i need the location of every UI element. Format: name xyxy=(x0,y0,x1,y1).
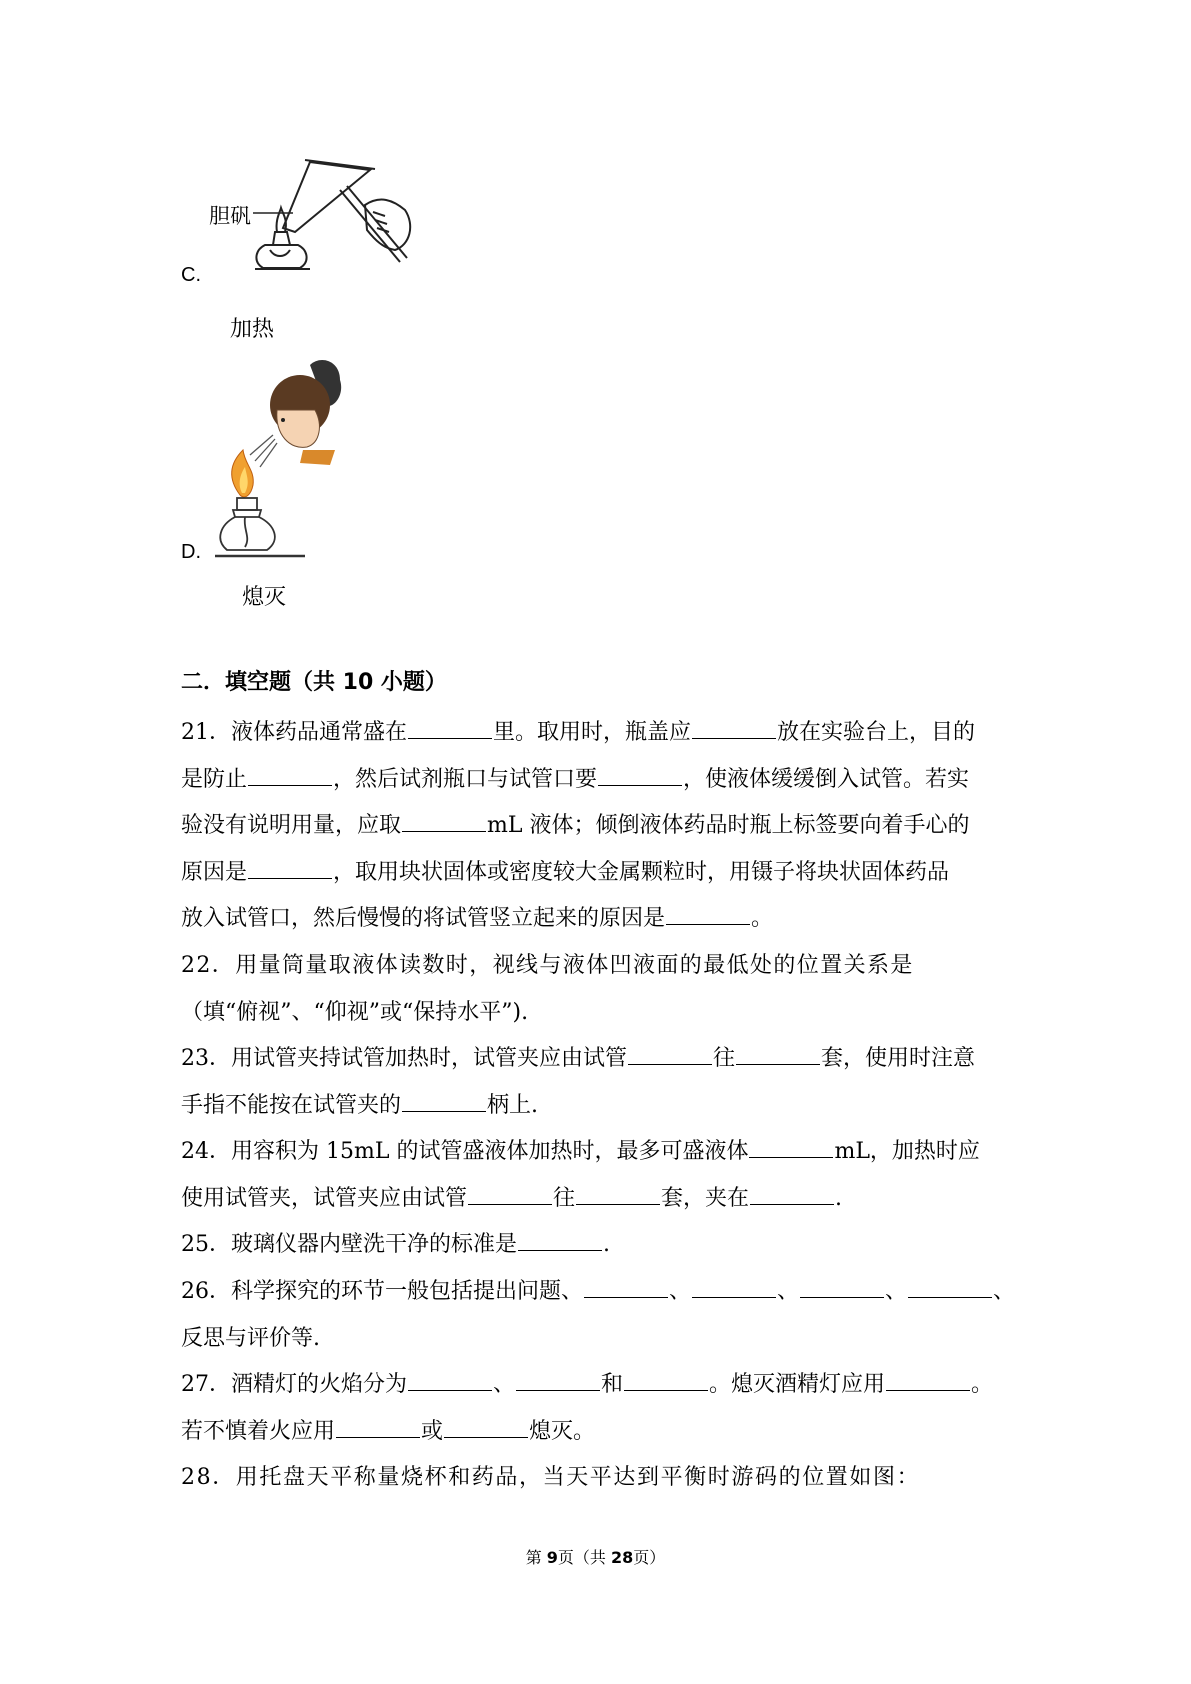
question-23 xyxy=(181,1036,1021,1129)
q23-line-2 xyxy=(181,1083,1021,1130)
answer-blank[interactable] xyxy=(468,1182,552,1205)
footer-mid: 页（共 xyxy=(557,1548,612,1567)
q26-line-2: 反思与评价等. xyxy=(181,1325,320,1351)
q21-line-1 xyxy=(181,710,1021,757)
option-c-figure xyxy=(209,150,435,280)
q27-line-1 xyxy=(181,1362,1021,1409)
q24-text-2: mL，加热时应 xyxy=(834,1139,980,1164)
option-d-letter: D. xyxy=(181,541,201,563)
q21-text-10: ，取用块状固体或密度较大金属颗粒时，用镊子将块状固体药品 xyxy=(333,859,950,885)
question-28 xyxy=(181,1455,1021,1502)
question-22 xyxy=(181,943,1021,1036)
answer-blank[interactable] xyxy=(402,1089,486,1112)
answer-blank[interactable] xyxy=(576,1182,660,1205)
question-24 xyxy=(181,1129,1021,1222)
q26-text-1: 26．科学探究的环节一般包括提出问题、 xyxy=(181,1279,583,1304)
q27-text-4: 。熄灭酒精灯应用 xyxy=(709,1372,886,1397)
answer-blank[interactable] xyxy=(516,1368,600,1391)
q26-sep: 、 xyxy=(885,1279,908,1304)
q27-text-6: 若不慎着火应用 xyxy=(181,1418,336,1444)
answer-blank[interactable] xyxy=(584,1275,668,1298)
q27-line-2 xyxy=(181,1409,1021,1456)
q27-text-2: 、 xyxy=(493,1372,516,1397)
q21-line-2 xyxy=(181,757,1021,804)
option-c-letter: C. xyxy=(181,264,201,286)
option-d-figure xyxy=(215,355,365,565)
answer-blank[interactable] xyxy=(402,809,486,832)
q24-line-2 xyxy=(181,1176,1021,1223)
q22-line-2: （填“俯视”、“仰视”或“保持水平”). xyxy=(181,999,529,1025)
footer-post: 页） xyxy=(633,1548,666,1567)
q27-text-1: 27．酒精灯的火焰分为 xyxy=(181,1372,407,1397)
q24-text-3: 使用试管夹，试管夹应由试管 xyxy=(181,1185,468,1211)
q26-sep: 、 xyxy=(669,1279,692,1304)
q24-line-1 xyxy=(181,1129,1021,1176)
q23-text-2: 往 xyxy=(713,1046,736,1071)
q25-line-1 xyxy=(181,1222,1021,1269)
q21-line-4 xyxy=(181,850,1021,897)
q21-text-6: ，使液体缓缓倒入试管。若实 xyxy=(683,766,970,792)
q23-text-5: 柄上. xyxy=(487,1092,539,1118)
q21-text-5: ，然后试剂瓶口与试管口要 xyxy=(333,766,598,792)
page-footer xyxy=(0,1545,1191,1568)
q26-end: 、 xyxy=(993,1279,1016,1304)
q21-text-3: 放在实验台上，目的 xyxy=(777,720,976,745)
q24-text-1: 24．用容积为 15mL 的试管盛液体加热时，最多可盛液体 xyxy=(181,1139,749,1164)
q23-text-4: 手指不能按在试管夹的 xyxy=(181,1092,402,1118)
q21-text-11: 放入试管口，然后慢慢的将试管竖立起来的原因是 xyxy=(181,906,666,931)
q21-text-9: 原因是 xyxy=(181,859,248,885)
question-27 xyxy=(181,1362,1021,1455)
q23-text-3: 套，使用时注意 xyxy=(821,1046,976,1071)
q22-line-1: 22．用量筒量取液体读数时，视线与液体凹液面的最低处的位置关系是 xyxy=(181,953,914,978)
answer-blank[interactable] xyxy=(692,1275,776,1298)
q24-text-5: 套，夹在 xyxy=(661,1185,750,1211)
answer-blank[interactable] xyxy=(624,1368,708,1391)
q21-line-3 xyxy=(181,803,1021,850)
q24-text-6: . xyxy=(835,1185,843,1211)
q27-text-3: 和 xyxy=(601,1372,624,1397)
answer-blank[interactable] xyxy=(908,1275,992,1298)
answer-blank[interactable] xyxy=(886,1368,970,1391)
answer-blank[interactable] xyxy=(248,856,332,879)
question-26 xyxy=(181,1269,1021,1362)
footer-pre: 第 xyxy=(525,1548,547,1567)
q28-line-1: 28．用托盘天平称量烧杯和药品，当天平达到平衡时游码的位置如图： xyxy=(181,1465,921,1490)
answer-blank[interactable] xyxy=(408,716,492,739)
option-c-caption: 加热 xyxy=(230,317,275,342)
q21-text-8: mL 液体；倾倒液体药品时瓶上标签要向着手心的 xyxy=(487,813,970,838)
q25-text-1: 25．玻璃仪器内壁洗干净的标准是 xyxy=(181,1232,517,1257)
q21-line-5 xyxy=(181,896,1021,943)
blow-out-lamp-icon xyxy=(215,355,365,565)
answer-blank[interactable] xyxy=(248,763,332,786)
answer-blank[interactable] xyxy=(408,1368,492,1391)
q25-text-2: . xyxy=(603,1232,610,1257)
q27-text-5: 。 xyxy=(971,1372,994,1397)
q21-text-1: 21．液体药品通常盛在 xyxy=(181,720,407,745)
q26-sep: 、 xyxy=(777,1279,800,1304)
figure-label-dan-fan: 胆矾 xyxy=(209,204,251,228)
q24-text-4: 往 xyxy=(553,1185,576,1211)
answer-blank[interactable] xyxy=(750,1182,834,1205)
q23-text-1: 23．用试管夹持试管加热时，试管夹应由试管 xyxy=(181,1046,627,1071)
answer-blank[interactable] xyxy=(336,1415,420,1438)
answer-blank[interactable] xyxy=(800,1275,884,1298)
question-21 xyxy=(181,710,1021,943)
q26-line-1 xyxy=(181,1269,1021,1316)
answer-blank[interactable] xyxy=(518,1228,602,1251)
answer-blank[interactable] xyxy=(736,1042,820,1065)
answer-blank[interactable] xyxy=(628,1042,712,1065)
q27-text-7: 或 xyxy=(421,1418,444,1444)
answer-blank[interactable] xyxy=(666,902,750,925)
answer-blank[interactable] xyxy=(444,1415,528,1438)
total-page-count: 28 xyxy=(611,1548,634,1567)
answer-blank[interactable] xyxy=(598,763,682,786)
q21-text-2: 里。取用时，瓶盖应 xyxy=(493,720,692,745)
section-heading: 二．填空题（共 10 小题） xyxy=(181,670,447,695)
q21-text-4: 是防止 xyxy=(181,766,248,792)
q21-text-12: 。 xyxy=(751,906,774,931)
answer-blank[interactable] xyxy=(692,716,776,739)
option-d-caption: 熄灭 xyxy=(242,585,287,610)
question-25 xyxy=(181,1222,1021,1269)
answer-blank[interactable] xyxy=(749,1135,833,1158)
current-page-number: 9 xyxy=(546,1548,558,1567)
q23-line-1 xyxy=(181,1036,1021,1083)
q27-text-8: 熄灭。 xyxy=(529,1418,596,1444)
q21-text-7: 验没有说明用量，应取 xyxy=(181,813,402,838)
